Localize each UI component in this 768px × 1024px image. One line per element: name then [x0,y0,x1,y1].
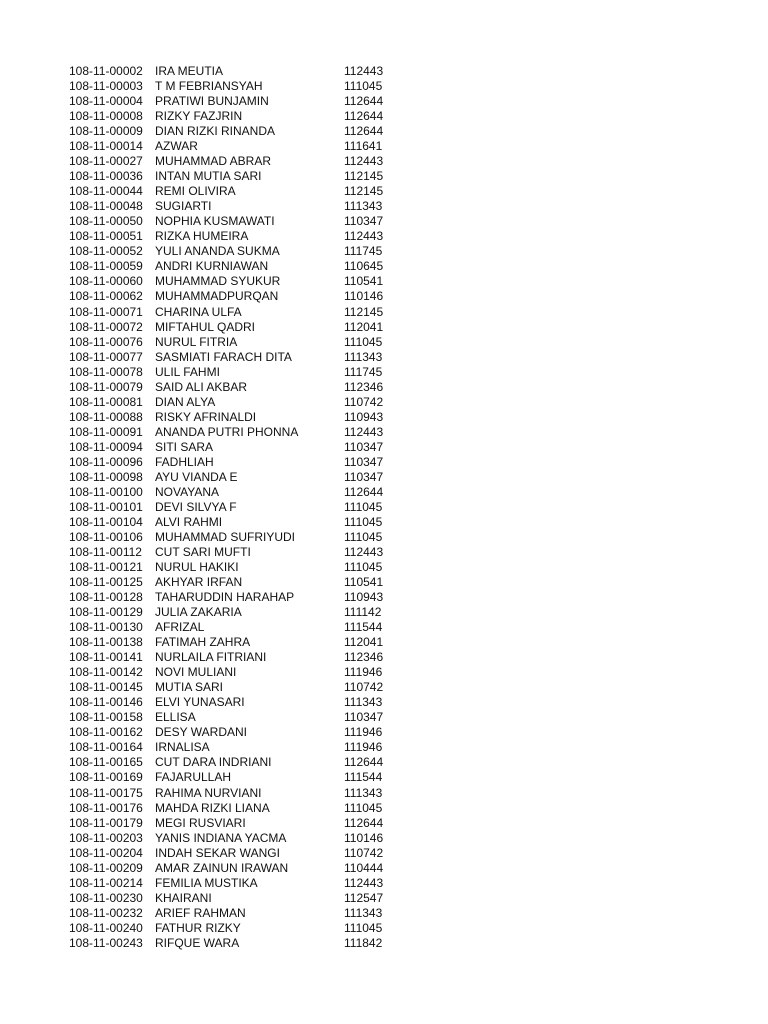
record-id: 108-11-00081 [69,394,143,409]
list-item [69,635,399,650]
list-item [69,545,399,560]
record-name: ELLISA [155,710,196,725]
record-code: 112041 [344,319,384,334]
record-name: IRNALISA [155,740,210,755]
record-code: 110347 [344,439,384,454]
list-item [69,650,399,665]
list-item [69,816,399,831]
record-id: 108-11-00164 [69,740,143,755]
record-code: 111946 [344,665,383,680]
record-code: 112145 [344,169,384,184]
record-code: 111842 [344,935,383,950]
record-code: 112443 [344,229,384,244]
record-id: 108-11-00078 [69,364,143,379]
list-item [69,214,399,229]
list-item [69,740,399,755]
record-code: 112644 [344,815,384,830]
list-item [69,169,399,184]
record-name: MIFTAHUL QADRI [155,319,256,334]
record-name: TAHARUDDIN HARAHAP [155,590,295,605]
record-name: REMI OLIVIRA [155,184,236,199]
record-id: 108-11-00096 [69,454,143,469]
record-code: 110347 [344,214,384,229]
record-id: 108-11-00209 [69,860,143,875]
list-item [69,425,399,440]
list-item [69,139,399,154]
record-id: 108-11-00044 [69,184,143,199]
record-code: 112644 [344,755,384,770]
record-name: RIFQUE WARA [155,935,240,950]
record-id: 108-11-00165 [69,755,143,770]
record-code: 111045 [344,334,383,349]
record-code: 112346 [344,379,384,394]
list-item [69,665,399,680]
record-name: MEGI RUSVIARI [155,815,246,830]
record-name: DESY WARDANI [155,725,248,740]
record-name: NURUL FITRIA [155,334,238,349]
record-code: 110645 [344,259,384,274]
record-name: RIZKA HUMEIRA [155,229,249,244]
record-name: SITI SARA [155,439,214,454]
list-item [69,440,399,455]
record-name: MUHAMMAD SUFRIYUDI [155,529,295,544]
record-id: 108-11-00076 [69,334,143,349]
record-name: AFRIZAL [155,620,205,635]
record-code: 112644 [344,484,384,499]
record-code: 111946 [344,725,383,740]
record-code: 110541 [344,274,384,289]
record-name: ANANDA PUTRI PHONNA [155,424,299,439]
record-code: 111745 [344,244,383,259]
record-name: RIZKY FAZJRIN [155,109,243,124]
record-code: 112547 [344,890,384,905]
record-code: 111045 [344,499,383,514]
record-name: FATIMAH ZAHRA [155,635,251,650]
record-id: 108-11-00094 [69,439,143,454]
record-name: DEVI SILVYA F [155,499,237,514]
record-name: AYU VIANDA E [155,469,238,484]
record-name: NOVAYANA [155,484,220,499]
record-name: NOPHIA KUSMAWATI [155,214,275,229]
list-item [69,876,399,891]
record-list [69,64,399,951]
list-item [69,921,399,936]
list-item [69,695,399,710]
record-code: 112443 [344,154,384,169]
record-name: CUT DARA INDRIANI [155,755,272,770]
list-item [69,184,399,199]
record-id: 108-11-00129 [69,605,143,620]
record-id: 108-11-00002 [69,64,143,78]
record-code: 111641 [344,139,383,154]
record-id: 108-11-00062 [69,289,143,304]
record-id: 108-11-00162 [69,725,143,740]
list-item [69,410,399,425]
record-code: 112644 [344,94,384,109]
record-code: 112041 [344,635,384,650]
list-item [69,305,399,320]
list-item [69,515,399,530]
record-id: 108-11-00060 [69,274,143,289]
record-id: 108-11-00004 [69,94,143,109]
list-item [69,335,399,350]
record-code: 112443 [344,64,384,78]
record-id: 108-11-00142 [69,665,143,680]
record-name: DIAN RIZKI RINANDA [155,124,276,139]
record-id: 108-11-00014 [69,139,143,154]
list-item [69,64,399,79]
record-id: 108-11-00121 [69,560,143,575]
record-code: 110943 [344,409,384,424]
list-item [69,530,399,545]
record-code: 111045 [344,800,383,815]
list-item [69,801,399,816]
record-id: 108-11-00130 [69,620,143,635]
list-item [69,124,399,139]
record-code: 111343 [344,785,383,800]
record-name: ARIEF RAHMAN [155,905,246,920]
record-id: 108-11-00175 [69,785,143,800]
record-id: 108-11-00232 [69,905,143,920]
record-name: FATHUR RIZKY [155,920,241,935]
record-code: 111045 [344,560,383,575]
record-id: 108-11-00052 [69,244,143,259]
record-name: NURLAILA FITRIANI [155,650,267,665]
record-id: 108-11-00204 [69,845,143,860]
record-name: MUHAMMAD ABRAR [155,154,272,169]
record-id: 108-11-00146 [69,695,143,710]
record-name: ULIL FAHMI [155,364,220,379]
list-item [69,259,399,274]
record-name: ELVI YUNASARI [155,695,245,710]
list-item [69,365,399,380]
record-name: T M FEBRIANSYAH [155,79,263,94]
record-code: 110347 [344,469,384,484]
record-id: 108-11-00203 [69,830,143,845]
record-code: 110742 [344,394,384,409]
record-id: 108-11-00091 [69,424,143,439]
record-name: NURUL HAKIKI [155,560,239,575]
record-code: 112443 [344,545,384,559]
record-code: 111343 [344,695,383,710]
list-item [69,725,399,740]
record-name: CHARINA ULFA [155,304,242,319]
list-item [69,289,399,304]
record-name: AMAR ZAINUN IRAWAN [155,860,289,875]
record-name: ANDRI KURNIAWAN [155,259,269,274]
record-id: 108-11-00059 [69,259,143,274]
list-item [69,485,399,500]
record-code: 112443 [344,424,384,439]
record-name: INTAN MUTIA SARI [155,169,262,184]
record-code: 112644 [344,109,384,124]
list-item [69,770,399,785]
record-name: FADHLIAH [155,454,214,469]
record-name: SASMIATI FARACH DITA [155,349,292,364]
record-id: 108-11-00112 [69,545,142,559]
record-id: 108-11-00176 [69,800,143,815]
record-code: 110742 [344,680,384,695]
record-id: 108-11-00106 [69,529,143,544]
record-name: MUTIA SARI [155,680,224,695]
record-code: 111544 [344,770,383,785]
record-id: 108-11-00051 [69,229,143,244]
record-id: 108-11-00141 [69,650,143,665]
record-id: 108-11-00179 [69,815,143,830]
list-item [69,455,399,470]
list-item [69,846,399,861]
record-name: RAHIMA NURVIANI [155,785,262,800]
record-code: 110146 [344,289,384,304]
record-id: 108-11-00101 [69,499,143,514]
record-code: 110146 [344,830,384,845]
list-item [69,906,399,921]
record-id: 108-11-00077 [69,349,143,364]
record-id: 108-11-00100 [69,484,143,499]
list-item [69,229,399,244]
record-code: 111142 [344,605,382,620]
list-item [69,109,399,124]
list-item [69,891,399,906]
list-item [69,154,399,169]
record-name: SUGIARTI [155,199,212,214]
record-name: JULIA ZAKARIA [155,605,242,620]
list-item [69,710,399,725]
record-name: AKHYAR IRFAN [155,575,243,590]
record-code: 110444 [344,860,384,875]
record-name: IRA MEUTIA [155,64,224,78]
record-id: 108-11-00098 [69,469,143,484]
record-id: 108-11-00072 [69,319,143,334]
record-id: 108-11-00027 [69,154,143,169]
record-id: 108-11-00048 [69,199,143,214]
list-item [69,680,399,695]
record-name: YULI ANANDA SUKMA [155,244,280,259]
list-item [69,786,399,801]
record-id: 108-11-00158 [69,710,143,725]
list-item [69,79,399,94]
list-item [69,861,399,876]
list-item [69,380,399,395]
list-item [69,590,399,605]
record-id: 108-11-00079 [69,379,143,394]
list-item [69,274,399,289]
record-name: PRATIWI BUNJAMIN [155,94,269,109]
record-code: 112145 [344,304,384,319]
record-id: 108-11-00169 [69,770,143,785]
record-code: 111045 [344,79,383,94]
record-name: INDAH SEKAR WANGI [155,845,280,860]
record-id: 108-11-00009 [69,124,143,139]
record-code: 110347 [344,454,384,469]
record-name: FAJARULLAH [155,770,232,785]
list-item [69,350,399,365]
record-code: 112145 [344,184,384,199]
record-name: NOVI MULIANI [155,665,237,680]
record-id: 108-11-00088 [69,409,143,424]
record-id: 108-11-00240 [69,920,143,935]
list-item [69,605,399,620]
record-id: 108-11-00214 [69,875,143,890]
list-item [69,620,399,635]
record-name: FEMILIA MUSTIKA [155,875,258,890]
record-code: 111045 [344,529,383,544]
record-name: DIAN ALYA [155,394,216,409]
record-code: 111045 [344,920,383,935]
record-id: 108-11-00145 [69,680,143,695]
record-code: 112443 [344,875,384,890]
record-id: 108-11-00008 [69,109,143,124]
record-code: 111946 [344,740,383,755]
list-item [69,244,399,259]
record-code: 111343 [344,199,383,214]
record-name: ALVI RAHMI [155,514,223,529]
record-code: 111544 [344,620,383,635]
record-code: 110347 [344,710,384,725]
list-item [69,320,399,335]
record-id: 108-11-00071 [69,304,143,319]
record-code: 110943 [344,590,384,605]
record-name: RISKY AFRINALDI [155,409,257,424]
record-code: 111045 [344,514,383,529]
record-id: 108-11-00138 [69,635,143,650]
record-code: 110541 [344,575,384,590]
record-id: 108-11-00050 [69,214,143,229]
list-item [69,575,399,590]
record-code: 111745 [344,364,383,379]
list-item [69,500,399,515]
record-name: CUT SARI MUFTI [155,545,251,559]
list-item [69,831,399,846]
record-id: 108-11-00003 [69,79,143,94]
list-item [69,755,399,770]
list-item [69,470,399,485]
record-name: MUHAMMAD SYUKUR [155,274,281,289]
list-item [69,936,399,951]
record-name: KHAIRANI [155,890,212,905]
record-name: SAID ALI AKBAR [155,379,248,394]
list-item [69,395,399,410]
record-code: 110742 [344,845,384,860]
list-item [69,560,399,575]
record-id: 108-11-00243 [69,935,143,950]
record-id: 108-11-00125 [69,575,143,590]
record-id: 108-11-00104 [69,514,143,529]
record-code: 112644 [344,124,384,139]
list-item [69,199,399,214]
record-name: YANIS INDIANA YACMA [155,830,287,845]
record-id: 108-11-00036 [69,169,143,184]
record-id: 108-11-00128 [69,590,143,605]
record-name: MAHDA RIZKI LIANA [155,800,270,815]
record-name: AZWAR [155,139,198,154]
record-code: 111343 [344,905,383,920]
list-item [69,94,399,109]
record-code: 111343 [344,349,383,364]
record-code: 112346 [344,650,384,665]
record-name: MUHAMMADPURQAN [155,289,279,304]
record-id: 108-11-00230 [69,890,143,905]
